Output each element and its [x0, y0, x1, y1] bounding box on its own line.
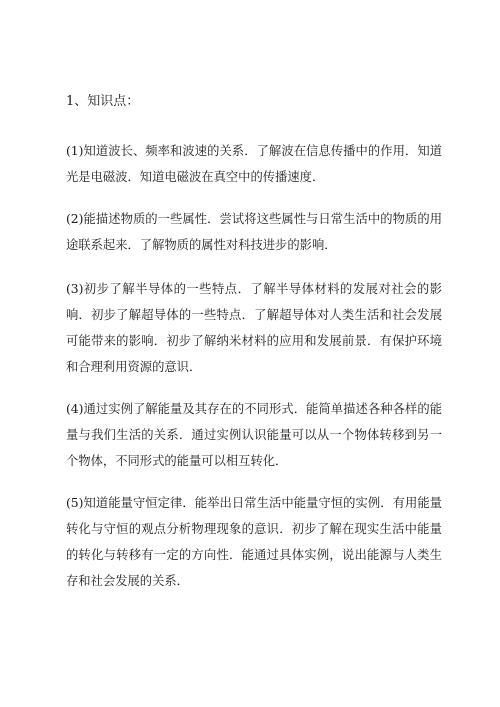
knowledge-point-5: (5)知道能量守恒定律．能举出日常生活中能量守恒的实例．有用能量转化与守恒的观点分析物理现象的意识．初步了解在现实生活中能量的转化与转移有一定的方向性．能通过具体实例，说出能源与人类生存和社会发展的关系． — [66, 496, 442, 588]
section-heading: 1、知识点： — [66, 94, 140, 109]
knowledge-point-1: (1)知道波长、频率和波速的关系．了解波在信息传播中的作用．知道光是电磁波．知道电磁波在真空中的传播速度． — [66, 144, 442, 184]
knowledge-point-4: (4)通过实例了解能量及其存在的不同形式．能简单描述各种各样的能量与我们生活的关系．通过实例认识能量可以从一个物体转移到另一个物体，不同形式的能量可以相互转化． — [66, 402, 442, 468]
knowledge-point-2: (2)能描述物质的一些属性．尝试将这些属性与日常生活中的物质的用途联系起来．了解物质的属性对科技进步的影响． — [66, 212, 442, 252]
knowledge-point-3: (3)初步了解半导体的一些特点．了解半导体材料的发展对社会的影响．初步了解超导体的一些特点．了解超导体对人类生活和社会发展可能带来的影响．初步了解纳米材料的应用和发展前景．有保护环境和合理利用资源的意识． — [66, 282, 442, 374]
